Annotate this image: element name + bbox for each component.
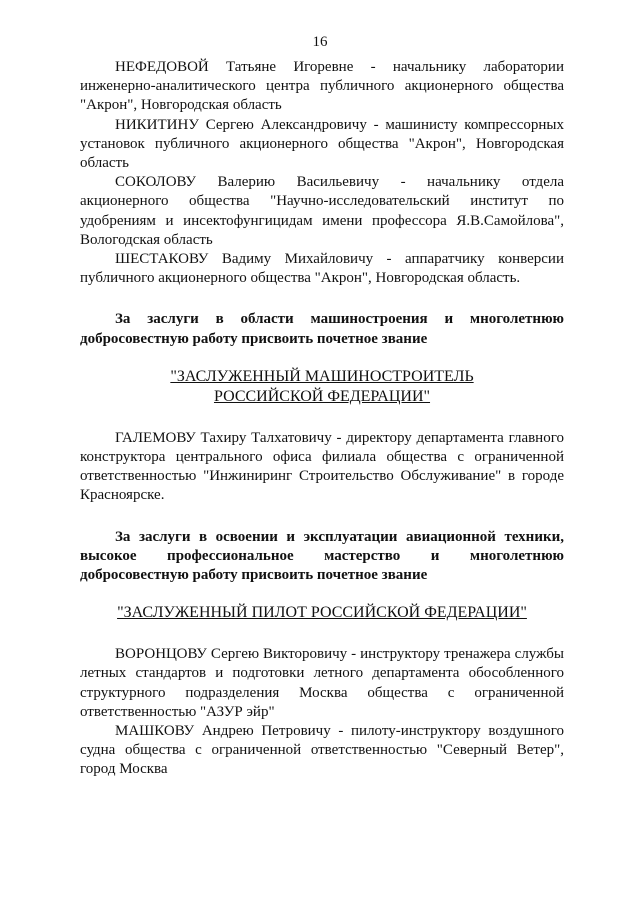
- decree-aviation: За заслуги в освоении и эксплуатации авиационной техники, высокое профессиональное мастерство и многолетнюю добросовестную работу присвоить почетное звание: [80, 528, 564, 584]
- title-pilot: "ЗАСЛУЖЕННЫЙ ПИЛОТ РОССИЙСКОЙ ФЕДЕРАЦИИ": [117, 604, 527, 622]
- award-entry: ГАЛЕМОВУ Тахиру Талхатовичу - директору департамента главного конструктора центрального офиса филиала общества с ограниченной ответственностью "Инжиниринг Строительство Обслуживание" в городе Красноярске.: [80, 429, 564, 504]
- decree-machine-building: За заслуги в области машиностроения и многолетнюю добросовестную работу присвоить почетное звание: [80, 311, 564, 347]
- document-body: [80, 58, 564, 780]
- title-machine-builder-line2: РОССИЙСКОЙ ФЕДЕРАЦИИ": [213, 387, 431, 405]
- award-entry: СОКОЛОВУ Валерию Васильевичу - начальнику отдела акционерного общества "Научно-исследовательский институт по удобрениям и инсектофунгицидам имени профессора Я.В.Самойлова", Вологодская область: [80, 174, 564, 248]
- page-number: 16: [312, 34, 328, 50]
- award-entry: ВОРОНЦОВУ Сергею Викторовичу - инструктору тренажера службы летных стандартов и подготовки летного департамента обособленного структурного подразделения Москва общества с ограниченной ответственностью "АЗУР эйр": [80, 646, 564, 720]
- award-entry: МАШКОВУ Андрею Петровичу - пилоту-инструктору воздушного судна общества с ограниченной ответственностью "Северный Ветер", город Москва: [80, 723, 564, 778]
- award-entry: ШЕСТАКОВУ Вадиму Михайловичу - аппаратчику конверсии публичного акционерного общества "Акрон", Новгородская область.: [80, 251, 564, 287]
- award-entry: НЕФЕДОВОЙ Татьяне Игоревне - начальнику лаборатории инженерно-аналитического центра публичного акционерного общества "Акрон", Новгородская область: [80, 59, 564, 114]
- award-entry: НИКИТИНУ Сергею Александровичу - машинисту компрессорных установок публичного акционерного общества "Акрон", Новгородская область: [80, 116, 564, 172]
- title-machine-builder-line1: "ЗАСЛУЖЕННЫЙ МАШИНОСТРОИТЕЛЬ: [170, 367, 474, 385]
